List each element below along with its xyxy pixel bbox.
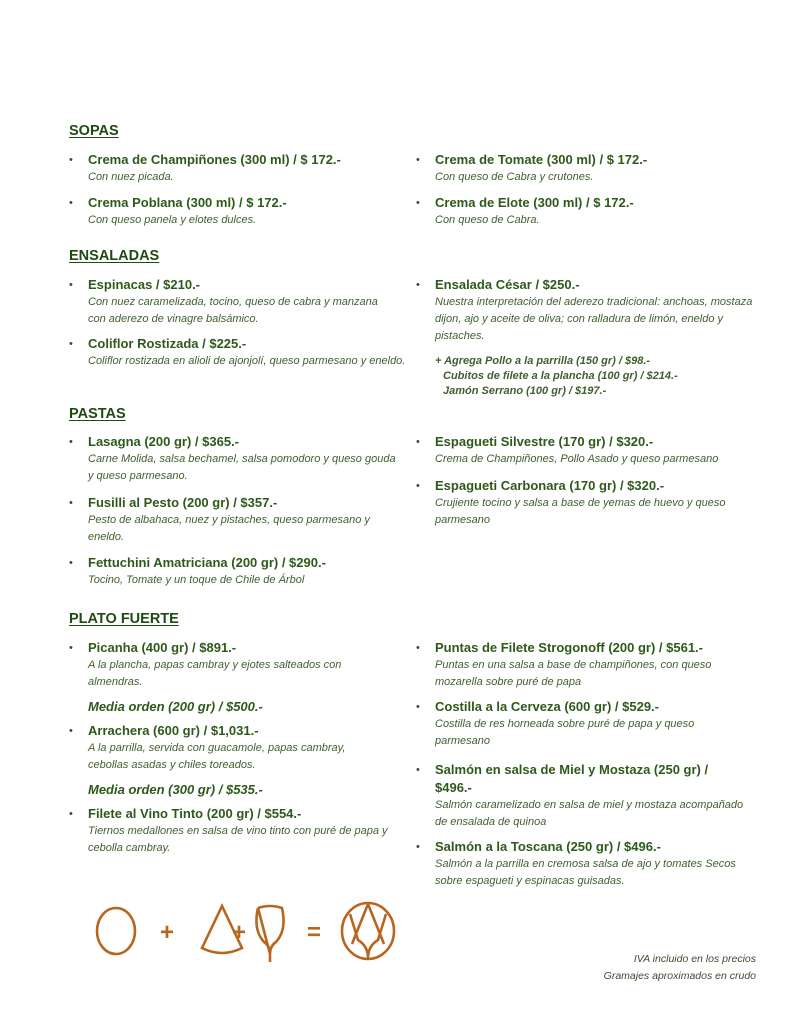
bullet-icon: • [416, 279, 420, 291]
item-name: Salmón a la Toscana (250 gr) / $496.- [435, 839, 661, 854]
bullet-icon: • [416, 701, 420, 713]
item-name: Fusilli al Pesto (200 gr) / $357.- [88, 495, 278, 510]
menu-item [69, 639, 388, 716]
item-desc: Con queso de Cabra y crutones. [435, 171, 594, 183]
glass-icon [256, 906, 283, 962]
menu-item [416, 276, 760, 345]
item-name: Espagueti Silvestre (170 gr) / $320.- [435, 434, 654, 449]
item-desc: Con queso panela y elotes dulces. [88, 214, 257, 226]
section-heading-pastas: PASTAS [69, 406, 126, 422]
bullet-icon: • [416, 436, 420, 448]
bullet-icon: • [416, 764, 420, 776]
bullet-icon: • [69, 497, 73, 509]
item-desc: Puntas en una salsa a base de champiñones, con queso mozarella sobre puré de papa [435, 659, 712, 688]
menu-item [69, 494, 403, 546]
weight-note: Gramajes aproximados en crudo [603, 970, 756, 982]
item-name: Lasagna (200 gr) / $365.- [88, 434, 240, 449]
bullet-icon: • [416, 480, 420, 492]
section-heading-plato-fuerte: PLATO FUERTE [69, 611, 179, 627]
addon: + Agrega Pollo a la parrilla (150 gr) / $98.- [435, 355, 651, 367]
item-desc: Pesto de albahaca, nuez y pistaches, queso parmesano y eneldo. [88, 514, 370, 543]
menu-item [416, 433, 765, 468]
item-name: Picanha (400 gr) / $891.- [88, 640, 237, 655]
item-desc: Carne Molida, salsa bechamel, salsa pomodoro y queso gouda y queso parmesano. [88, 453, 396, 482]
bullet-icon: • [69, 808, 73, 820]
item-name: Puntas de Filete Strogonoff (200 gr) / $561.- [435, 640, 703, 655]
bullet-icon: • [69, 154, 73, 166]
menu-item [69, 722, 388, 799]
item-desc: A la plancha, papas cambray y ejotes salteados con almendras. [88, 659, 342, 688]
item-name: Arrachera (600 gr) / $1,031.- [88, 723, 259, 738]
half-order: Media orden (200 gr) / $500.- [88, 699, 263, 714]
menu-item [69, 194, 408, 229]
menu-item [69, 151, 408, 186]
item-name: Ensalada César / $250.- [435, 277, 580, 292]
item-desc: Salmón a la parrilla en cremosa salsa de ajo y tomates Secos sobre espagueti y espinacas guisadas. [435, 858, 736, 887]
item-desc: A la parrilla, servida con guacamole, papas cambray, cebollas asadas y chiles toreados. [88, 742, 346, 771]
bullet-icon: • [416, 154, 420, 166]
combined-logo-icon [342, 903, 394, 959]
bullet-icon: • [69, 642, 73, 654]
menu-item [69, 805, 398, 857]
item-desc: Tocino, Tomate y un toque de Chile de Árbol [88, 574, 305, 586]
half-order: Media orden (300 gr) / $535.- [88, 782, 263, 797]
circle-icon [97, 908, 135, 954]
bullet-icon: • [416, 642, 420, 654]
item-name: Crema Poblana (300 ml) / $ 172.- [88, 195, 287, 210]
menu-item [69, 433, 403, 485]
item-desc: Tiernos medallones en salsa de vino tinto con puré de papa y cebolla cambray. [88, 825, 388, 854]
item-name: Filete al Vino Tinto (200 gr) / $554.- [88, 806, 302, 821]
bullet-icon: • [416, 197, 420, 209]
bullet-icon: • [69, 338, 73, 350]
menu-item [69, 554, 403, 589]
item-name: Espinacas / $210.- [88, 277, 201, 292]
addon: Cubitos de filete a la plancha (100 gr) / $214.- [443, 370, 678, 382]
item-name: Crema de Tomate (300 ml) / $ 172.- [435, 152, 648, 167]
bullet-icon: • [69, 436, 73, 448]
menu-item [416, 477, 770, 529]
plus-sign: + [232, 919, 247, 946]
item-name: Crema de Champiñones (300 ml) / $ 172.- [88, 152, 341, 167]
menu-item [69, 276, 378, 328]
item-name: Espagueti Carbonara (170 gr) / $320.- [435, 478, 665, 493]
footer-notes [604, 951, 756, 985]
item-desc: Coliflor rostizada en alioli de ajonjolí, queso parmesano y eneldo. [88, 355, 406, 367]
item-desc: Costilla de res horneada sobre puré de papa y queso parmesano [435, 718, 695, 747]
item-name: Coliflor Rostizada / $225.- [88, 336, 247, 351]
bullet-icon: • [416, 841, 420, 853]
tax-note: IVA incluido en los precios [633, 953, 756, 965]
menu-item [69, 335, 408, 370]
equals-sign: = [307, 919, 322, 946]
menu-item [416, 639, 750, 691]
bullet-icon: • [69, 725, 73, 737]
item-desc: Nuestra interpretación del aderezo tradicional: anchoas, mostaza dijon, ajo y aceite de oliva; con ralladura de limón, eneldo y pistaches. [435, 296, 753, 342]
brand-logo-icon [92, 900, 412, 964]
menu-item [416, 761, 745, 831]
item-desc: Crema de Champiñones, Pollo Asado y queso parmesano [435, 453, 719, 465]
item-desc: Salmón caramelizado en salsa de miel y mostaza acompañado de ensalada de quinoa [435, 799, 744, 828]
item-desc: Con nuez picada. [88, 171, 174, 183]
item-desc: Con nuez caramelizada, tocino, queso de cabra y manzana con aderezo de vinagre balsámico. [88, 296, 378, 325]
item-name: Costilla a la Cerveza (600 gr) / $529.- [435, 699, 659, 714]
item-desc: Con queso de Cabra. [435, 214, 540, 226]
menu-item [416, 698, 750, 750]
menu-item [416, 194, 765, 229]
addon: Jamón Serrano (100 gr) / $197.- [443, 385, 607, 397]
section-heading-sopas: SOPAS [69, 123, 119, 139]
item-name: Crema de Elote (300 ml) / $ 172.- [435, 195, 634, 210]
item-name: Fettuchini Amatriciana (200 gr) / $290.- [88, 555, 326, 570]
item-desc: Crujiente tocino y salsa a base de yemas de huevo y queso parmesano [435, 497, 726, 526]
menu-item [416, 838, 755, 890]
bullet-icon: • [69, 197, 73, 209]
bullet-icon: • [69, 557, 73, 569]
menu-item [416, 151, 765, 186]
plus-sign: + [160, 919, 175, 946]
item-name: Salmón en salsa de Miel y Mostaza (250 gr) / $496.- [435, 762, 709, 795]
bullet-icon: • [69, 279, 73, 291]
section-heading-ensaladas: ENSALADAS [69, 248, 160, 264]
addons-list [435, 354, 678, 399]
